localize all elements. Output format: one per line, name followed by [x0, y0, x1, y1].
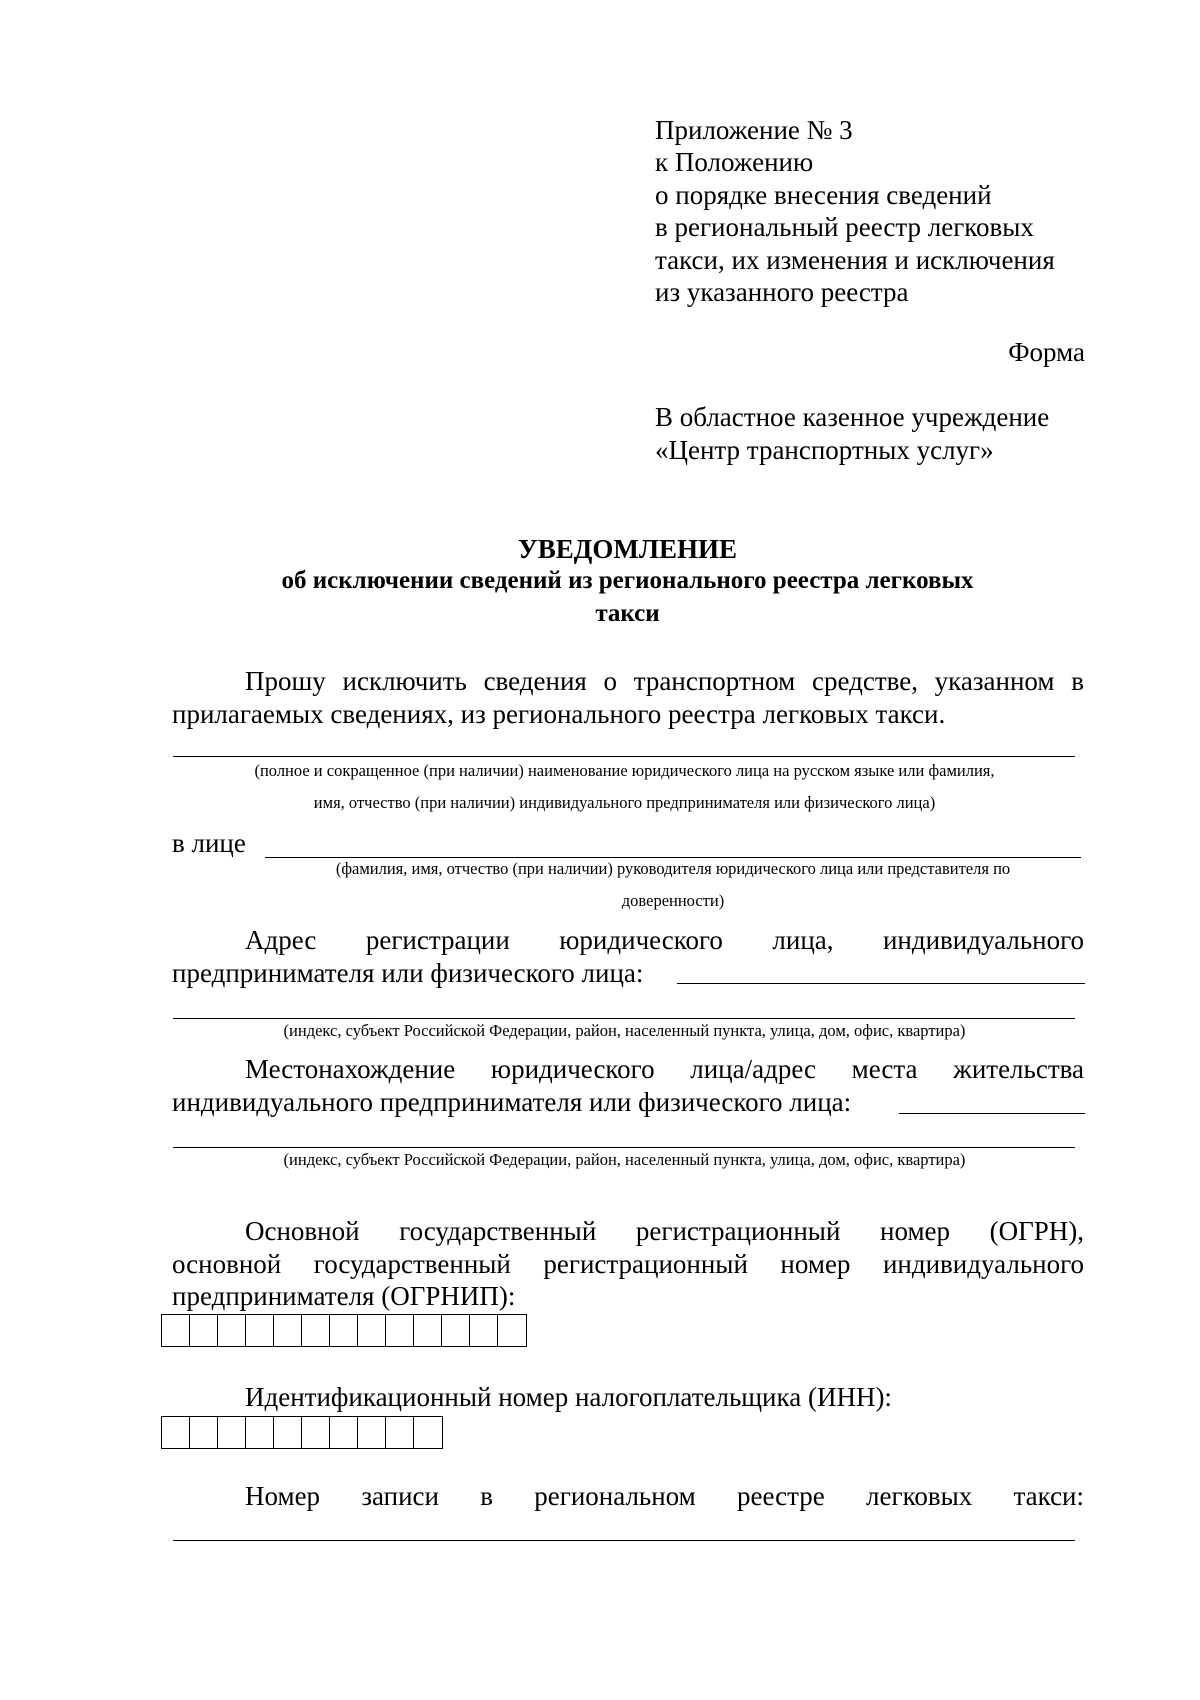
addressee-line: В областное казенное учреждение: [655, 402, 1050, 432]
digit-cell[interactable]: [358, 1315, 386, 1346]
registration-address-field-continuation[interactable]: [173, 1018, 1075, 1019]
request-line: прилагаемых сведениях, из регионального реестра легковых такси.: [172, 698, 946, 729]
registry-entry-number-field[interactable]: [173, 1540, 1075, 1541]
location-field[interactable]: [899, 1113, 1085, 1114]
digit-cell[interactable]: [498, 1315, 526, 1346]
location-line: индивидуального предпринимателя или физического лица:: [172, 1086, 852, 1117]
registry-entry-label: Номер записи в региональном реестре легковых такси:: [245, 1481, 1084, 1511]
registration-address-field[interactable]: [677, 983, 1085, 984]
annex-line: такси, их изменения и исключения: [655, 244, 1055, 275]
digit-cell[interactable]: [330, 1315, 358, 1346]
inn-label: Идентификационный номер налогоплательщика (ИНН):: [245, 1382, 892, 1412]
registry-entry-paragraph: [172, 1480, 1084, 1513]
form-label: Форма: [1008, 337, 1085, 367]
digit-cell[interactable]: [386, 1417, 414, 1448]
digit-cell[interactable]: [470, 1315, 498, 1346]
digit-cell[interactable]: [274, 1417, 302, 1448]
inn-input-cells[interactable]: [161, 1416, 443, 1449]
annex-line: в региональный реестр легковых: [655, 212, 1034, 243]
representative-name-field[interactable]: [265, 857, 1081, 858]
ogrn-input-cells[interactable]: [161, 1314, 527, 1347]
digit-cell[interactable]: [358, 1417, 386, 1448]
applicant-name-field[interactable]: [173, 756, 1075, 757]
digit-cell[interactable]: [330, 1417, 358, 1448]
digit-cell[interactable]: [442, 1315, 470, 1346]
location-field-continuation[interactable]: [173, 1147, 1075, 1148]
digit-cell[interactable]: [302, 1417, 330, 1448]
applicant-name-caption: имя, отчество (при наличии) индивидуального предпринимателя или физического лица): [313, 793, 936, 812]
document-title: УВЕДОМЛЕНИЕ: [517, 534, 738, 564]
annex-line: Приложение № 3: [655, 115, 853, 145]
digit-cell[interactable]: [414, 1315, 442, 1346]
location-line: Местонахождение юридического лица/адрес места жительства: [245, 1054, 1084, 1084]
digit-cell[interactable]: [414, 1417, 442, 1448]
registration-address-paragraph: [172, 924, 1084, 989]
location-paragraph: [172, 1053, 1084, 1118]
annex-reference: [655, 114, 1055, 308]
representative-caption: (фамилия, имя, отчество (при наличии) руководителя юридического лица или представителя по: [335, 859, 1011, 878]
registration-address-caption: (индекс, субъект Российской Федерации, район, населенный пункта, улица, дом, офис, квартира): [283, 1021, 966, 1040]
digit-cell[interactable]: [218, 1417, 246, 1448]
location-caption: (индекс, субъект Российской Федерации, район, населенный пункта, улица, дом, офис, квартира): [283, 1150, 966, 1169]
digit-cell[interactable]: [190, 1315, 218, 1346]
ogrn-line: предпринимателя (ОГРНИП):: [172, 1281, 516, 1311]
ogrn-line: основной государственный регистрационный номер индивидуального: [172, 1248, 1084, 1279]
ogrn-paragraph: [172, 1215, 1084, 1313]
digit-cell[interactable]: [218, 1315, 246, 1346]
digit-cell[interactable]: [162, 1315, 190, 1346]
digit-cell[interactable]: [190, 1417, 218, 1448]
registration-address-line: предпринимателя или физического лица:: [172, 957, 644, 988]
digit-cell[interactable]: [162, 1417, 190, 1448]
request-line: Прошу исключить сведения о транспортном средстве, указанном в: [245, 666, 1084, 696]
addressee-block: [655, 401, 1049, 466]
representative-label: в лице: [172, 828, 246, 858]
applicant-name-caption: (полное и сокращенное (при наличии) наименование юридического лица на русском языке или фамилия,: [254, 761, 995, 780]
digit-cell[interactable]: [246, 1315, 274, 1346]
digit-cell[interactable]: [246, 1417, 274, 1448]
digit-cell[interactable]: [386, 1315, 414, 1346]
request-paragraph: [172, 665, 1084, 730]
document-subtitle-line1: об исключении сведений из регионального реестра легковых: [281, 567, 974, 594]
registration-address-line: Адрес регистрации юридического лица, индивидуального: [245, 925, 1084, 955]
annex-line: из указанного реестра: [655, 277, 909, 308]
annex-line: о порядке внесения сведений: [655, 179, 992, 210]
representative-caption: доверенности): [621, 891, 725, 910]
annex-line: к Положению: [655, 147, 814, 178]
ogrn-line: Основной государственный регистрационный номер (ОГРН),: [245, 1216, 1084, 1246]
digit-cell[interactable]: [274, 1315, 302, 1346]
addressee-line: «Центр транспортных услуг»: [655, 434, 994, 465]
document-subtitle-line2: такси: [595, 600, 660, 627]
digit-cell[interactable]: [302, 1315, 330, 1346]
